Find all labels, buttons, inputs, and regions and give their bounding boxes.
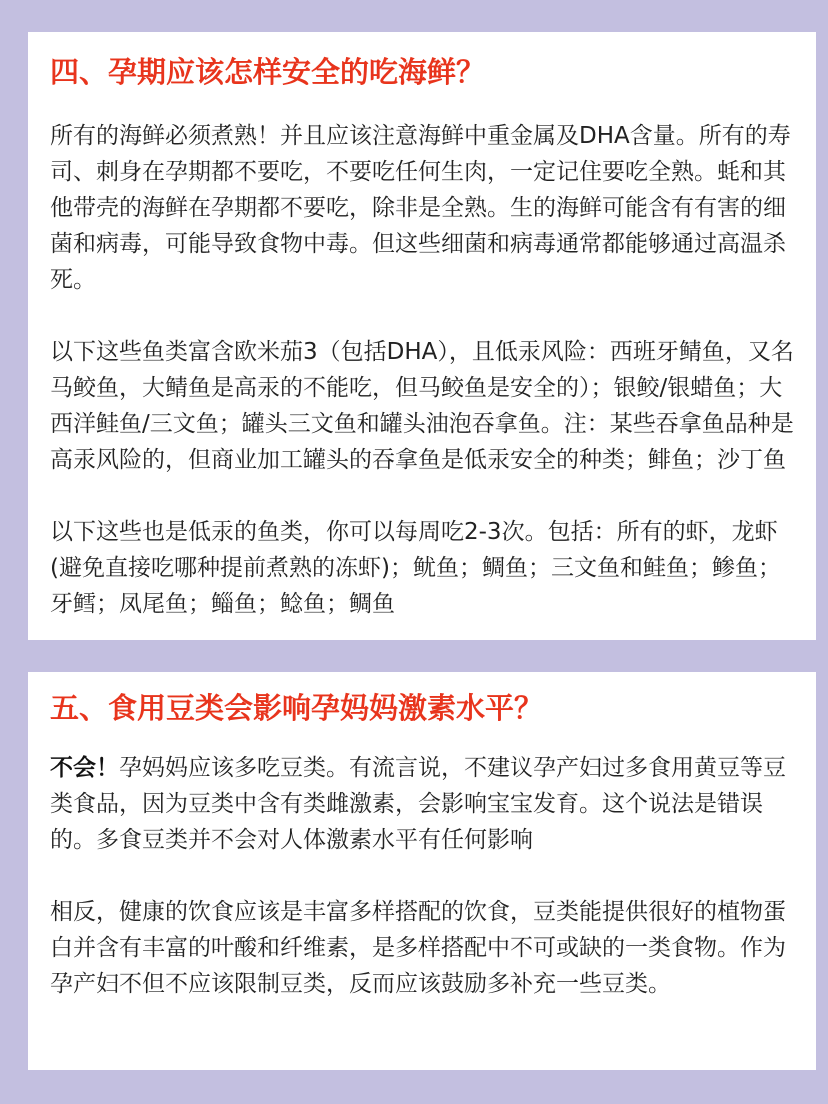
section-5-paragraph-1-text: 孕妈妈应该多吃豆类。有流言说，不建议孕产妇过多食用黄豆等豆类食品，因为豆类中含有类雌激素，会影响宝宝发育。这个说法是错误的。多食豆类并不会对人体激素水平有任何影响 — [50, 755, 786, 853]
section-4-paragraph-2: 以下这些鱼类富含欧米茄3（包括DHA），且低汞风险：西班牙鲭鱼，又名马鲛鱼，大鲭鱼是高汞的不能吃，但马鲛鱼是安全的）；银鲛/银蜡鱼；大西洋鲑鱼/三文鱼；罐头三文鱼和罐头油泡吞拿鱼。注：某些吞拿鱼品种是高汞风险的，但商业加工罐头的吞拿鱼是低汞安全的种类；鲱鱼；沙丁鱼 — [50, 339, 794, 473]
section-4-paragraph-3: 以下这些也是低汞的鱼类，你可以每周吃2-3次。包括：所有的虾，龙虾 (避免直接吃哪种提前煮熟的冻虾)；鱿鱼；鲷鱼；三文鱼和鲑鱼；鲹鱼；牙鳕；凤尾鱼；鲻鱼；鲶鱼；鲷鱼 — [50, 519, 781, 617]
bold-lead: 不会！ — [50, 755, 119, 781]
section-5-heading: 五、食用豆类会影响孕妈妈激素水平？ — [50, 691, 544, 725]
section-5-card — [28, 672, 816, 1070]
section-4-paragraph-1: 所有的海鲜必须煮熟！并且应该注意海鲜中重金属及DHA含量。所有的寿司、刺身在孕期都不要吃，不要吃任何生肉，一定记住要吃全熟。蚝和其他带壳的海鲜在孕期都不要吃，除非是全熟。生的海鲜可能含有有害的细菌和病毒，可能导致食物中毒。但这些细菌和病毒通常都能够通过高温杀死。 — [50, 123, 791, 293]
section-5-paragraph-2: 相反，健康的饮食应该是丰富多样搭配的饮食，豆类能提供很好的植物蛋白并含有丰富的叶酸和纤维素，是多样搭配中不可或缺的一类食物。作为孕产妇不但不应该限制豆类，反而应该鼓励多补充一些豆类。 — [50, 899, 786, 997]
section-5-paragraph-1 — [50, 750, 796, 858]
section-4-heading: 四、孕期应该怎样安全的吃海鲜？ — [50, 55, 486, 89]
section-4-card — [28, 32, 816, 640]
